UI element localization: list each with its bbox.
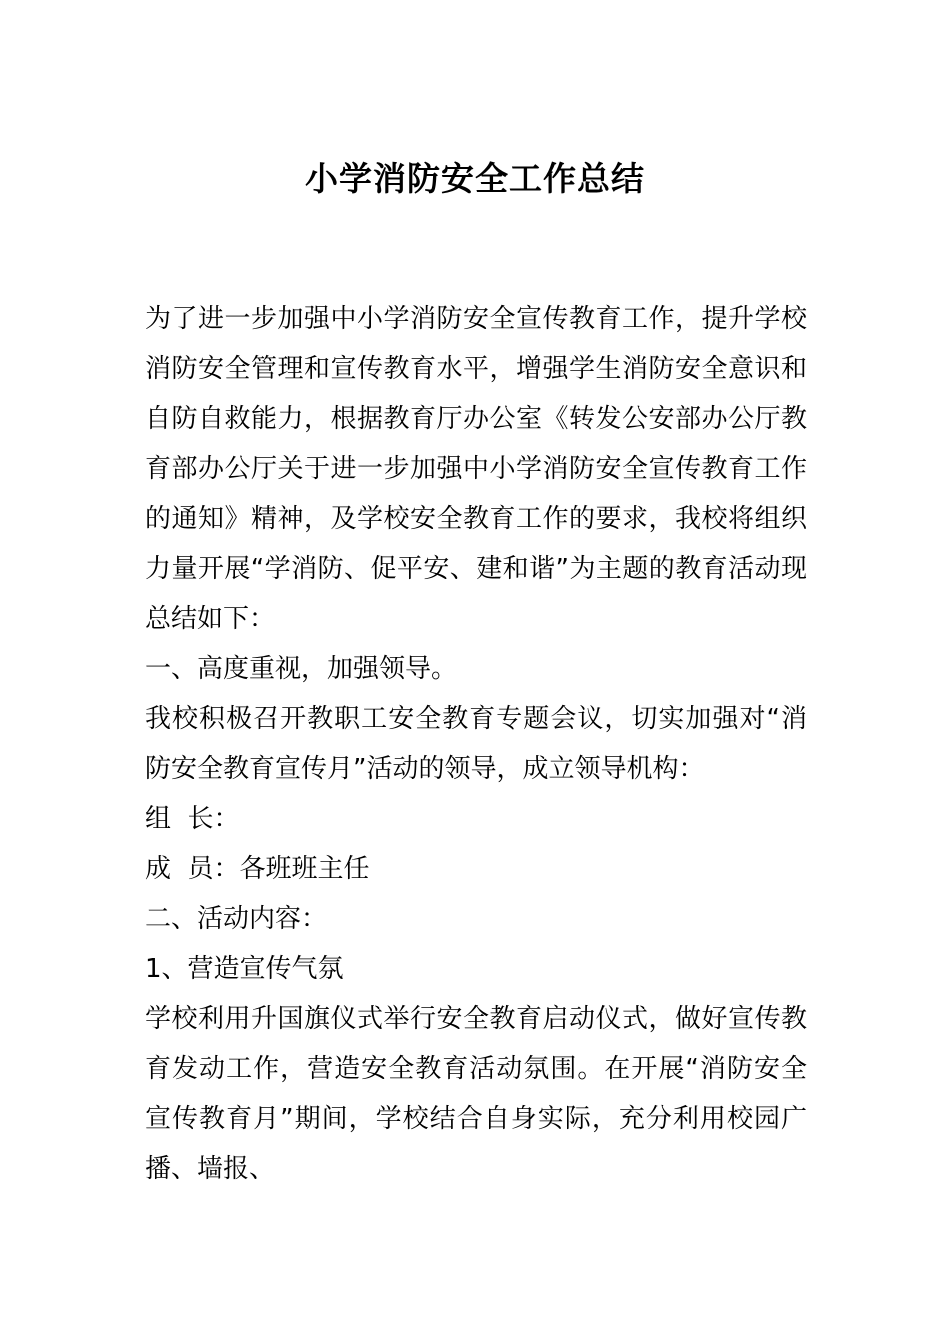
document-body	[145, 294, 807, 1194]
paragraph-leadership: 我校积极召开教职工安全教育专题会议，切实加强对“消防安全教育宣传月”活动的领导，成立领导机构：	[145, 704, 807, 784]
section-heading-1: 一、高度重视，加强领导。	[145, 654, 458, 684]
group-leader-line: 组 长：	[145, 804, 240, 834]
document-title: 小学消防安全工作总结	[305, 159, 645, 198]
group-members-line: 成 员：各班班主任	[145, 854, 370, 884]
subsection-heading-1: 1、营造宣传气氛	[145, 954, 344, 984]
paragraph-atmosphere: 学校利用升国旗仪式举行安全教育启动仪式，做好宣传教育发动工作，营造安全教育活动氛围。在开展“消防安全宣传教育月”期间，学校结合自身实际，充分利用校园广播、墙报、	[145, 1004, 807, 1184]
paragraph-intro: 为了进一步加强中小学消防安全宣传教育工作，提升学校消防安全管理和宣传教育水平，增强学生消防安全意识和自防自救能力，根据教育厅办公室《转发公安部办公厅教育部办公厅关于进一步加强中小学消防安全宣传教育工作的通知》精神，及学校安全教育工作的要求，我校将组织力量开展“学消防、促平安、建和谐”为主题的教育活动现总结如下：	[145, 304, 807, 634]
section-heading-2: 二、活动内容：	[145, 904, 328, 934]
